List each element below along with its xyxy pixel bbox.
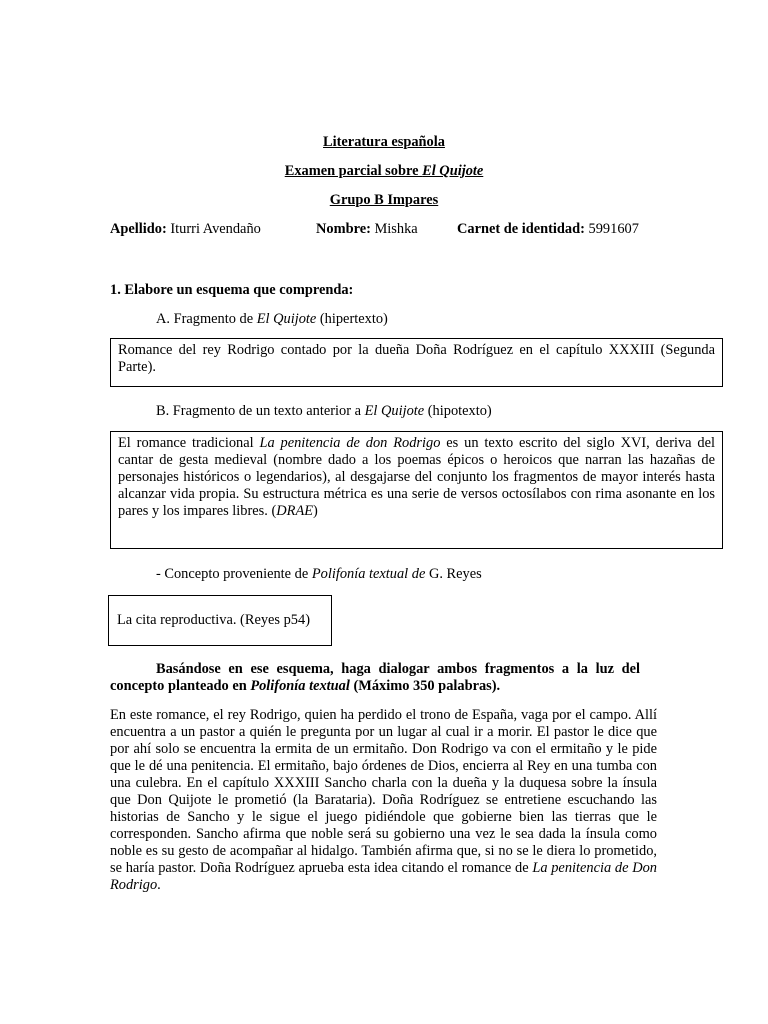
item-c-suffix: G. Reyes <box>425 566 482 582</box>
surname-label: Apellido: <box>110 221 167 237</box>
surname-value: Iturri Avendaño <box>170 221 261 237</box>
item-b-box-text-1: El romance tradicional <box>118 435 260 451</box>
id-value: 5991607 <box>588 221 639 237</box>
id-label: Carnet de identidad: <box>457 221 585 237</box>
exam-subtitle <box>0 163 768 180</box>
answer-paragraph <box>110 707 657 894</box>
item-b-work: El Quijote <box>364 403 425 419</box>
item-b-label <box>156 403 492 420</box>
question-1-heading: 1. Elabore un esquema que comprenda: <box>110 282 354 298</box>
item-b-box-source: DRAE <box>276 503 314 519</box>
item-b-box-text-3: ) <box>313 503 318 519</box>
item-b-box <box>110 431 723 549</box>
answer-text-2: . <box>157 877 161 893</box>
answer-work: La penitencia de Don Rodrigo <box>110 860 657 893</box>
item-a-work: El Quijote <box>256 311 317 327</box>
surname-field <box>110 221 261 238</box>
exam-subtitle-work: El Quijote <box>422 163 484 179</box>
item-a-prefix: A. Fragmento de <box>156 311 257 327</box>
name-label: Nombre: <box>316 221 371 237</box>
name-value: Mishka <box>374 221 418 237</box>
item-a-label <box>156 311 388 328</box>
question-2-heading-text-1: Basándose en ese esquema, haga dialogar ambos fragmentos a la luz del concepto planteado en <box>110 661 640 694</box>
item-b-suffix: (hipotexto) <box>424 403 492 419</box>
exam-subtitle-text: Examen parcial sobre <box>284 163 423 179</box>
item-a-suffix: (hipertexto) <box>316 311 388 327</box>
answer-text-1: En este romance, el rey Rodrigo, quien ha perdido el trono de España, vaga por el campo. Allí encuentra a un pastor a quién le pregunta por un lugar al cual ir a morir. El pastor le dice que por ahí solo se encuentra la ermita de un ermitaño. Don Rodrigo va con el ermitaño y le pide que le dé una penitencia. El ermitaño, bajo órdenes de Dios, encierra al Rey en una tumba con una culebra. En el capítulo XXXIII Sancho charla con la dueña y la duquesa sobre la ínsula que Don Quijote le prometió (la Barataria). Doña Rodríguez se entretiene escuchando las historias de Sancho y le sigue el juego pidiéndole que gobierne bien las tierras que le corresponden. Sancho afirma que noble será su gobierno una vez le sea dada la ínsula como noble es su gesto de acompañar al hidalgo. También afirma que, si no se le diera lo prometido, se haría pastor. Doña Rodríguez aprueba esta idea citando el romance de <box>110 707 657 876</box>
document-title: Literatura española <box>323 134 445 150</box>
item-c-prefix: - Concepto proveniente de <box>156 566 312 582</box>
question-2-heading <box>110 661 640 695</box>
item-c-work: Polifonía textual de <box>311 566 426 582</box>
item-b-box-text-2: es un texto escrito del siglo XVI, deriva del cantar de gesta medieval (nombre dado a los poemas épicos o heroicos que narran las hazañas de personajes históricos o legendarios), al desgajarse del conjunto los fragmentos de mayor interés hasta alcanzar vida propia. Su estructura métrica es una serie de versos octosílabos con rima asonante en los pares y los impares libres. ( <box>118 435 716 519</box>
item-c-label <box>156 566 482 583</box>
item-c-box: La cita reproductiva. (Reyes p54) <box>108 595 332 646</box>
question-2-heading-concept: Polifonía textual <box>250 678 350 694</box>
item-b-prefix: B. Fragmento de un texto anterior a <box>156 403 365 419</box>
item-a-box: Romance del rey Rodrigo contado por la dueña Doña Rodríguez en el capítulo XXXIII (Segunda Parte). <box>110 338 723 387</box>
item-b-box-work: La penitencia de don Rodrigo <box>259 435 441 451</box>
name-field <box>316 221 418 238</box>
id-field <box>457 221 639 238</box>
question-2-heading-text-2: (Máximo 350 palabras). <box>349 678 501 694</box>
group-label: Grupo B Impares <box>329 192 439 208</box>
